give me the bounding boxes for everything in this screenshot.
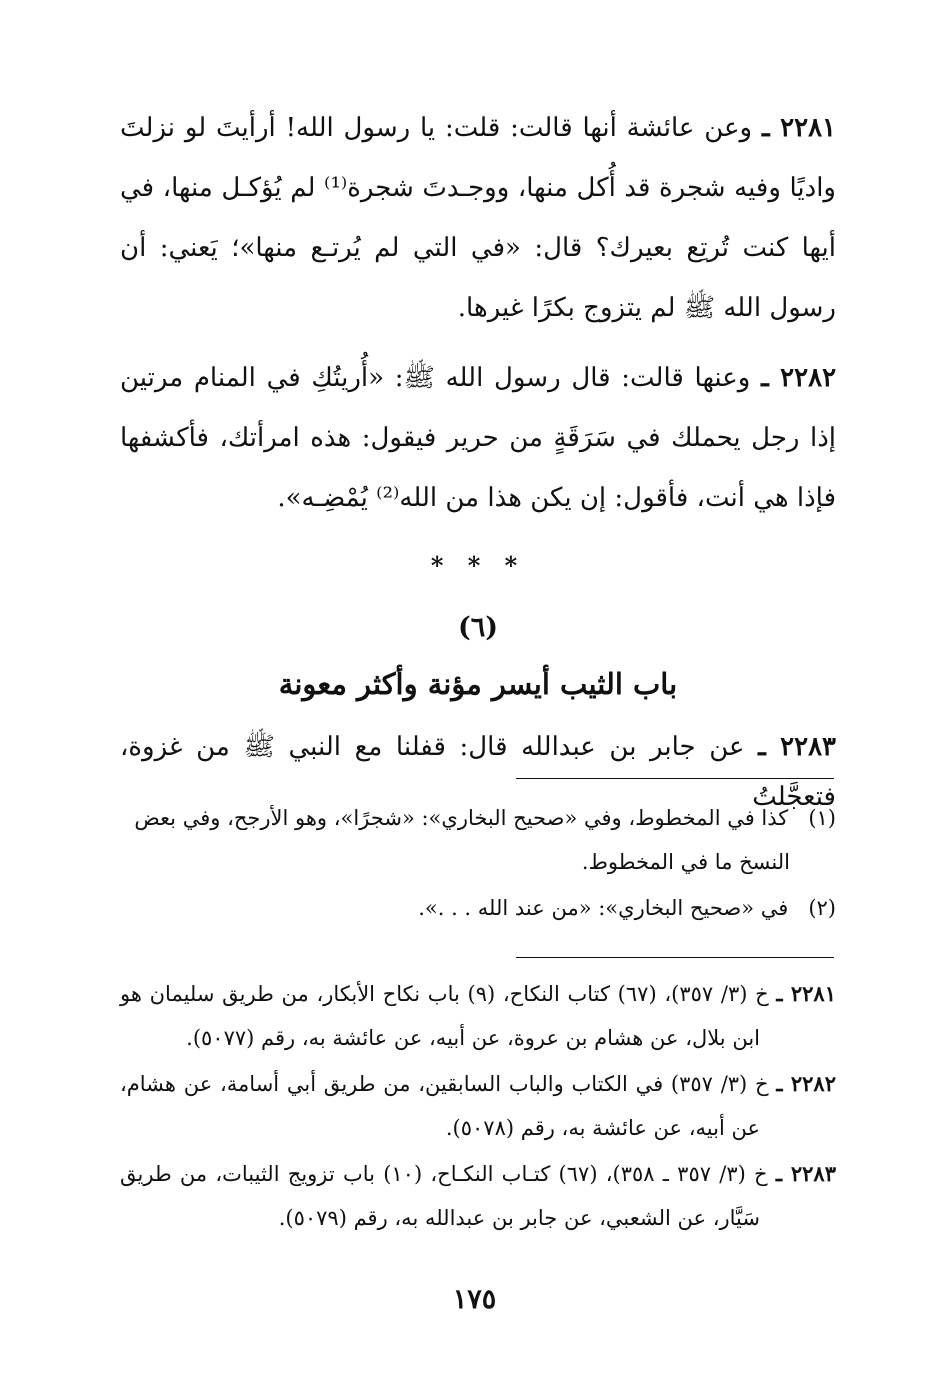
source-entry — [120, 972, 836, 1060]
section-separator: * * * — [430, 551, 526, 580]
chapter-number: (٦) — [457, 612, 499, 643]
main-text — [120, 98, 836, 822]
source-entry — [120, 1062, 836, 1150]
footnote — [120, 796, 836, 884]
source-references — [120, 972, 836, 1240]
sources-divider — [516, 957, 834, 958]
source-number: ٢٢٨٣ ـ — [775, 1161, 836, 1186]
footnotes — [120, 796, 836, 930]
hadith-number: ٢٢٨٣ ـ — [758, 732, 837, 762]
footnote-text: في «صحيح البخاري»: «من عند الله . . .». — [418, 896, 789, 920]
source-text: خ (٣/ ٣٥٧ ـ ٣٥٨)، (٦٧) كتـاب النكـاح، (١٠) باب تزويج الثيبات، من طريق سَيَّار، عن الشعبي، عن جابر بن عبدالله به، رقم (٥٠٧٩). — [120, 1162, 768, 1230]
hadith-2282 — [120, 348, 836, 528]
hadith-number: ٢٢٨١ ـ — [761, 113, 837, 143]
source-number: ٢٢٨٢ ـ — [776, 1071, 836, 1096]
footnote-divider — [516, 778, 834, 779]
source-number: ٢٢٨١ ـ — [776, 981, 836, 1006]
hadith-text: وعنها قالت: قال رسول الله ﷺ: «أُريتُكِ في المنام مرتين إذا رجل يحملك في سَرَقَةٍ من حرير فيقول: هذه امرأتك، فأكشفها فإذا هي أنت، فأقول: إن يكن هذا من الله⁽²⁾ يُمْضِـه». — [120, 363, 836, 513]
hadith-text: وعن عائشة أنها قالت: قلت: يا رسول الله! أرأيتَ لو نزلتَ واديًا وفيه شجرة قد أُكل منها، ووجـدتَ شجرة⁽¹⁾ لم يُؤكـل منها، في أيها كنت تُرتِع بعيرك؟ قال: «في التي لم يُرتـع منها»؛ يَعني: أن رسول الله ﷺ لم يتزوج بكرًا غيرها. — [120, 113, 836, 323]
hadith-text: عن جابر بن عبدالله قال: قفلنا مع النبي ﷺ من غزوة، فتعجَّلتُ — [120, 732, 836, 812]
footnote — [120, 886, 836, 930]
chapter-title: باب الثيب أيسر مؤنة وأكثر معونة — [278, 667, 678, 701]
hadith-2281 — [120, 98, 836, 338]
source-entry — [120, 1152, 836, 1240]
footnote-text: كذا في المخطوط، وفي «صحيح البخاري»: «شجرًا»، وهو الأرجح، وفي بعض النسخ ما في المخطوط. — [134, 806, 790, 874]
page-number: ١٧٥ — [452, 1284, 497, 1315]
source-text: خ (٣/ ٣٥٧)، (٦٧) كتاب النكاح، (٩) باب نكاح الأبكار، من طريق سليمان هو ابن بلال، عن هشام بن عروة، عن أبيه، عن عائشة به، رقم (٥٠٧٧). — [120, 982, 769, 1050]
footnote-marker: (١) — [808, 806, 836, 830]
hadith-number: ٢٢٨٢ ـ — [761, 363, 837, 393]
source-text: خ (٣/ ٣٥٧) في الكتاب والباب السابقين، من طريق أبي أسامة، عن هشام، عن أبيه، عن عائشة به، رقم (٥٠٧٨). — [120, 1072, 769, 1140]
footnote-marker: (٢) — [808, 896, 836, 920]
